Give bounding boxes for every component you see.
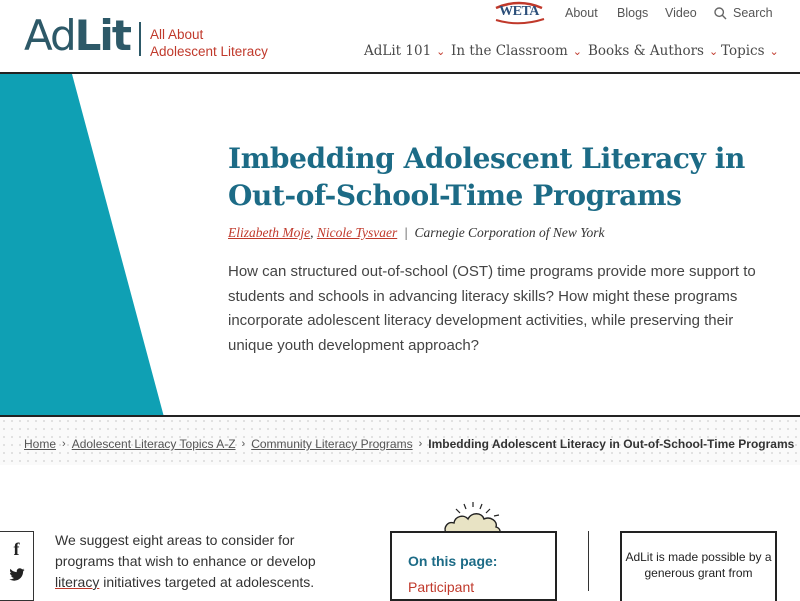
- on-this-page-link[interactable]: Participant: [408, 579, 475, 595]
- breadcrumb-bar: [0, 417, 800, 465]
- breadcrumb-home[interactable]: Home: [24, 437, 57, 451]
- source-organization: Carnegie Corporation of New York: [414, 225, 605, 240]
- nav-label: Books & Authors: [588, 43, 704, 59]
- page-title: Imbedding Adolescent Literacy in Out-of-School-Time Programs: [228, 142, 745, 212]
- adlit-logo[interactable]: [24, 12, 132, 60]
- nav-in-the-classroom[interactable]: [451, 43, 582, 59]
- chevron-down-icon: ⌄: [769, 44, 779, 58]
- share-rail: [0, 531, 34, 601]
- search-icon: [714, 7, 727, 20]
- about-link[interactable]: About: [565, 6, 598, 20]
- search-label: Search: [733, 6, 773, 20]
- nav-label: AdLit 101: [364, 43, 432, 59]
- breadcrumb-current: Imbedding Adolescent Literacy in Out-of-School-Time Programs: [428, 437, 795, 451]
- author-link-tysvaer[interactable]: Nicole Tysvaer: [316, 225, 398, 240]
- chevron-right-icon: ›: [62, 438, 66, 450]
- chevron-down-icon: ⌄: [708, 44, 719, 58]
- cloud-sun-icon: [442, 501, 504, 535]
- funder-text: AdLit is made possible by a generous grant from: [625, 550, 772, 580]
- article-byline: [228, 225, 604, 241]
- nav-label: Topics: [721, 43, 765, 59]
- nav-adlit-101[interactable]: [364, 43, 445, 59]
- glossary-term-literacy[interactable]: literacy: [55, 574, 100, 590]
- hero-teal-shape: [0, 74, 170, 417]
- author-link-moje[interactable]: Elizabeth Moje: [228, 225, 311, 240]
- byline-divider: |: [397, 225, 415, 240]
- nav-topics[interactable]: [721, 43, 779, 59]
- facebook-icon: f: [13, 538, 20, 559]
- breadcrumb-topics[interactable]: Adolescent Literacy Topics A-Z: [71, 437, 236, 451]
- site-header: [0, 0, 800, 74]
- author-separator: ,: [310, 225, 317, 240]
- breadcrumb-community[interactable]: Community Literacy Programs: [251, 437, 413, 451]
- breadcrumb: [24, 437, 794, 451]
- article-intro: [55, 530, 355, 593]
- twitter-share-button[interactable]: [0, 568, 33, 598]
- article-lead: How can structured out-of-school (OST) time programs provide more support to students and schools in advancing literacy skills? How might these programs incorporate adolescent literacy development activities, while preserving their unique youth development approach?: [228, 263, 756, 354]
- chevron-right-icon: ›: [241, 438, 246, 450]
- site-tagline: [150, 26, 268, 60]
- logo-ad: Ad: [24, 11, 75, 60]
- logo-lit: Lit: [74, 11, 130, 60]
- blogs-link[interactable]: Blogs: [617, 6, 649, 20]
- chevron-down-icon: ⌄: [436, 44, 446, 58]
- tagline-line-1: All About: [150, 27, 204, 42]
- chevron-down-icon: ⌄: [572, 44, 582, 58]
- weta-wordmark: WETA: [499, 4, 539, 19]
- video-link[interactable]: Video: [665, 6, 697, 20]
- column-divider: [588, 531, 589, 591]
- nav-label: In the Classroom: [451, 43, 568, 59]
- twitter-icon: [9, 568, 25, 582]
- search-button[interactable]: [714, 6, 773, 20]
- facebook-share-button[interactable]: [0, 532, 33, 566]
- weta-logo[interactable]: [492, 0, 546, 26]
- logo-divider: [139, 22, 141, 56]
- intro-text-end: initiatives targeted at adolescents.: [99, 574, 315, 590]
- funder-box: [620, 531, 777, 601]
- on-this-page-box: [390, 531, 557, 601]
- tagline-line-2: Adolescent Literacy: [150, 44, 268, 59]
- nav-books-authors[interactable]: [588, 43, 718, 59]
- intro-text-start: We suggest eight areas to consider for programs that wish to enhance or develop: [55, 532, 316, 569]
- on-this-page-heading: On this page:: [408, 553, 498, 569]
- article-hero: [0, 74, 800, 417]
- chevron-right-icon: ›: [418, 438, 423, 450]
